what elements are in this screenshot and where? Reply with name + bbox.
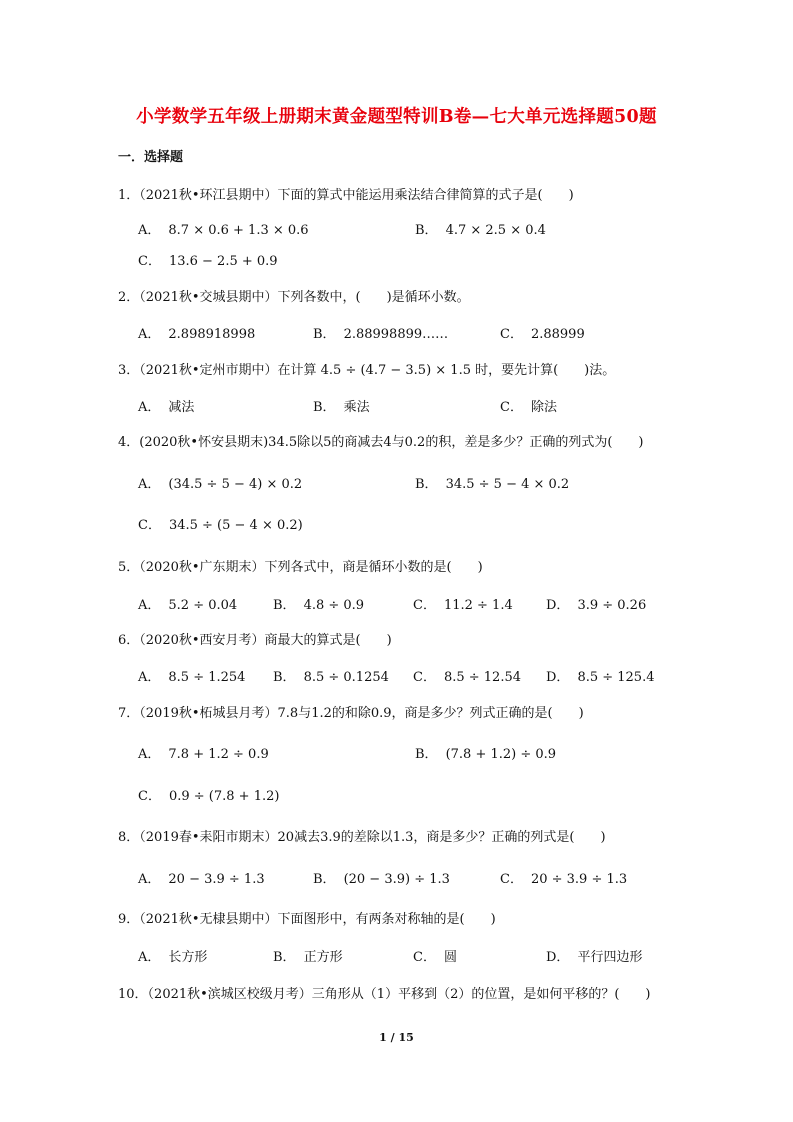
q5-option-b — [273, 594, 364, 613]
option-label: C． — [500, 872, 523, 887]
option-label: C． — [413, 950, 436, 965]
option-label: D． — [546, 950, 570, 965]
option-text: 减法 — [168, 400, 195, 415]
section-heading: 一．选择题 — [118, 150, 184, 165]
option-text: 2.88999 — [530, 327, 585, 342]
option-text: 长方形 — [168, 950, 208, 965]
option-text: 3.9 ÷ 0.26 — [577, 598, 647, 613]
question-3: 3．（2021秋•定州市期中）在计算 4.5 ÷ (4.7 − 3.5) × 1.5 时，要先计算( )法。 — [118, 363, 616, 378]
option-text: 4.7 × 2.5 × 0.4 — [445, 223, 546, 238]
option-text: 圆 — [443, 950, 457, 965]
question-4: 4．(2020秋•怀安县期末)34.5除以5的商减去4与0.2的积，差是多少？正确的列式为( ) — [118, 435, 644, 450]
q3-option-a — [138, 396, 194, 415]
q3-option-b — [313, 396, 370, 415]
option-text: 正方形 — [303, 950, 343, 965]
q7-option-a — [138, 743, 269, 762]
option-text: 34.5 ÷ 5 − 4 × 0.2 — [445, 477, 570, 492]
q9-option-b — [273, 946, 343, 965]
option-label: D． — [546, 598, 570, 613]
option-text: 11.2 ÷ 1.4 — [443, 598, 513, 613]
question-10: 10．（2021秋•滨城区校级月考）三角形从（1）平移到（2）的位置，是如何平移的？( ) — [118, 987, 651, 1002]
q8-option-c — [500, 868, 627, 887]
q6-option-a — [138, 666, 245, 685]
q8-option-b — [313, 868, 450, 887]
q9-option-d — [546, 946, 642, 965]
option-text: 20 − 3.9 ÷ 1.3 — [168, 872, 265, 887]
option-label: C． — [413, 598, 436, 613]
option-text: 8.5 ÷ 1.254 — [168, 670, 246, 685]
q6-option-b — [273, 666, 389, 685]
option-text: 8.5 ÷ 0.1254 — [303, 670, 389, 685]
q7-option-b — [415, 743, 556, 762]
q2-option-a — [138, 323, 255, 342]
option-label: B． — [313, 872, 336, 887]
option-label: B． — [273, 950, 296, 965]
option-label: C． — [413, 670, 436, 685]
option-text: 除法 — [530, 400, 557, 415]
question-2: 2．（2021秋•交城县期中）下列各数中，( )是循环小数。 — [118, 290, 470, 305]
option-label: A． — [138, 598, 161, 613]
option-text: 平行四边形 — [577, 950, 643, 965]
question-7: 7．（2019秋•柘城县月考）7.8与1.2的和除0.9，商是多少？列式正确的是( ) — [118, 706, 584, 721]
option-label: B． — [415, 477, 438, 492]
question-1: 1．（2021秋•环江县期中）下面的算式中能运用乘法结合律简算的式子是( ) — [118, 188, 574, 203]
q1-option-a — [138, 219, 309, 238]
option-text: 13.6 − 2.5 + 0.9 — [168, 254, 278, 269]
option-label: A． — [138, 400, 161, 415]
q2-option-b — [313, 323, 448, 342]
option-label: D． — [546, 670, 570, 685]
q6-option-d — [546, 666, 655, 685]
q4-option-a — [138, 473, 302, 492]
option-text: 4.8 ÷ 0.9 — [303, 598, 365, 613]
question-8: 8．（2019春•耒阳市期末）20减去3.9的差除以1.3，商是多少？正确的列式是( ) — [118, 830, 606, 845]
option-label: B． — [313, 400, 336, 415]
option-text: 乘法 — [343, 400, 370, 415]
question-5: 5．（2020秋•广东期末）下列各式中，商是循环小数的是( ) — [118, 560, 483, 575]
option-text: 8.5 ÷ 125.4 — [577, 670, 655, 685]
question-9: 9．（2021秋•无棣县期中）下面图形中，有两条对称轴的是( ) — [118, 912, 496, 927]
option-label: A． — [138, 950, 161, 965]
option-text: 2.898918998 — [168, 327, 256, 342]
q1-option-b — [415, 219, 546, 238]
option-label: B． — [415, 223, 438, 238]
q1-option-c — [138, 250, 278, 269]
option-label: B． — [273, 598, 296, 613]
q4-option-c — [138, 514, 303, 533]
q2-option-c — [500, 323, 585, 342]
option-label: C． — [138, 254, 161, 269]
option-text: 8.5 ÷ 12.54 — [443, 670, 522, 685]
q9-option-a — [138, 946, 207, 965]
q3-option-c — [500, 396, 557, 415]
option-text: 20 ÷ 3.9 ÷ 1.3 — [530, 872, 628, 887]
option-text: 8.7 × 0.6 + 1.3 × 0.6 — [168, 223, 309, 238]
document-title: 小学数学五年级上册期末黄金题型特训B卷—七大单元选择题50题 — [136, 107, 657, 127]
option-text: 5.2 ÷ 0.04 — [168, 598, 238, 613]
q7-option-c — [138, 785, 279, 804]
option-text: 2.88998899…… — [343, 327, 449, 342]
q5-option-a — [138, 594, 237, 613]
q5-option-c — [413, 594, 513, 613]
option-label: A． — [138, 747, 161, 762]
q4-option-b — [415, 473, 569, 492]
option-label: B． — [415, 747, 438, 762]
option-text: (20 − 3.9) ÷ 1.3 — [343, 872, 450, 887]
option-text: 34.5 ÷ (5 − 4 × 0.2) — [168, 518, 303, 533]
option-label: C． — [500, 400, 523, 415]
q8-option-a — [138, 868, 265, 887]
option-label: A． — [138, 223, 161, 238]
option-text: (7.8 + 1.2) ÷ 0.9 — [445, 747, 557, 762]
option-label: C． — [138, 789, 161, 804]
option-label: A． — [138, 670, 161, 685]
question-6: 6．（2020秋•西安月考）商最大的算式是( ) — [118, 633, 392, 648]
option-label: A． — [138, 477, 161, 492]
option-label: A． — [138, 327, 161, 342]
q6-option-c — [413, 666, 521, 685]
q5-option-d — [546, 594, 646, 613]
option-label: A． — [138, 872, 161, 887]
option-text: 0.9 ÷ (7.8 + 1.2) — [168, 789, 280, 804]
option-label: B． — [313, 327, 336, 342]
option-text: (34.5 ÷ 5 − 4) × 0.2 — [168, 477, 303, 492]
option-text: 7.8 + 1.2 ÷ 0.9 — [168, 747, 269, 762]
option-label: C． — [500, 327, 523, 342]
option-label: C． — [138, 518, 161, 533]
option-label: B． — [273, 670, 296, 685]
page-number: 1 / 15 — [379, 1031, 414, 1044]
q9-option-c — [413, 946, 457, 965]
